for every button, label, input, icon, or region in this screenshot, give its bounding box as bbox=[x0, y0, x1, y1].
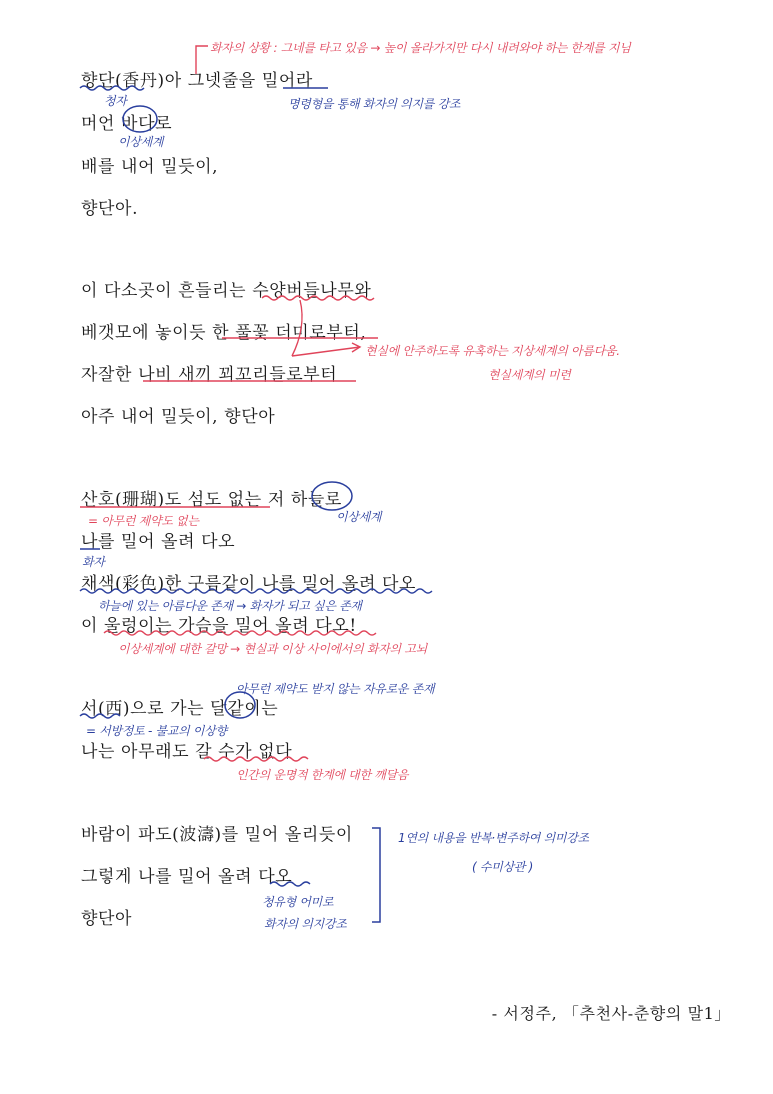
arrow-head bbox=[352, 343, 360, 352]
annotation-speaker: 화자 bbox=[82, 555, 105, 569]
poem-line: 나는 아무래도 갈 수가 없다 bbox=[81, 742, 293, 762]
poem-line: 배를 내어 밀듯이, bbox=[81, 157, 219, 177]
annotation-imperative: 청유형 어미로 bbox=[262, 895, 334, 909]
annotation-ideal-world: 이상세계 bbox=[118, 135, 164, 149]
poem-line: 베갯모에 놓이듯 한 풀꽃 더미로부터, bbox=[81, 323, 367, 343]
annotation-structure: ( 수미상관 ) bbox=[472, 860, 533, 874]
annotation-free-being: 아무런 제약도 받지 않는 자유로운 존재 bbox=[236, 682, 435, 696]
poem-line: 머언 바다로 bbox=[81, 114, 173, 134]
attribution: - 서정주, 「추천사-춘향의 말1」 bbox=[491, 1004, 731, 1023]
annotation-real-world: 현실에 안주하도록 유혹하는 지상세계의 아름다움. bbox=[365, 344, 620, 358]
poem-line: 향단아. bbox=[81, 199, 139, 219]
poem-line: 향단아 bbox=[81, 909, 133, 929]
poem-line: 산호(珊瑚)도 섬도 없는 저 하늘로 bbox=[81, 490, 342, 510]
annotation-ideal-world: 이상세계 bbox=[336, 510, 382, 524]
bracket-mark bbox=[372, 828, 380, 922]
poem-line: 자잘한 나비 새끼 꾀꼬리들로부터 bbox=[81, 365, 338, 385]
poem-line: 그렇게 나를 밀어 올려 다오 bbox=[81, 867, 293, 887]
poem-line: 아주 내어 밀듯이, 향단아 bbox=[81, 407, 276, 427]
connector-line bbox=[292, 347, 360, 356]
annotation-fate: 인간의 운명적 한계에 대한 깨달음 bbox=[236, 768, 409, 782]
annotation-situation: 화자의 상황 : 그네를 타고 있음 → 높이 올라가지만 다시 내려와야 하는 한계를 지님 bbox=[210, 41, 631, 55]
annotation-real-ties: 현실세계의 미련 bbox=[488, 368, 571, 382]
poem-line: 채색(彩色)한 구름같이 나를 밀어 올려 다오 bbox=[81, 574, 417, 594]
poem-line: 이 울렁이는 가슴을 밀어 올려 다오! bbox=[81, 616, 357, 636]
annotation-imperative: 명령형을 통해 화자의 의지를 강조 bbox=[288, 97, 461, 111]
poem-line: 나를 밀어 올려 다오 bbox=[81, 532, 236, 552]
annotation-west: = 서방정토 - 불교의 이상향 bbox=[86, 724, 227, 738]
annotation-listener: 청자 bbox=[104, 94, 127, 108]
annotation-repetition: 1연의 내용을 반복·변주하여 의미강조 bbox=[398, 831, 589, 845]
annotation-desired-self: 하늘에 있는 아름다운 존재 → 화자가 되고 싶은 존재 bbox=[98, 599, 362, 613]
poem-line: 서(西)으로 가는 달같이는 bbox=[81, 699, 279, 719]
annotation-no-limits: = 아무런 제약도 없는 bbox=[88, 514, 199, 528]
poem-line: 이 다소곳이 흔들리는 수양버들나무와 bbox=[81, 281, 372, 301]
annotation-longing: 이상세계에 대한 갈망 → 현실과 이상 사이에서의 화자의 고뇌 bbox=[118, 642, 427, 656]
annotation-will: 화자의 의지강조 bbox=[264, 917, 347, 931]
poem-line: 바람이 파도(波濤)를 밀어 올리듯이 bbox=[81, 825, 353, 845]
poem-line: 향단(香丹)아 그넷줄을 밀어라 bbox=[81, 71, 313, 91]
